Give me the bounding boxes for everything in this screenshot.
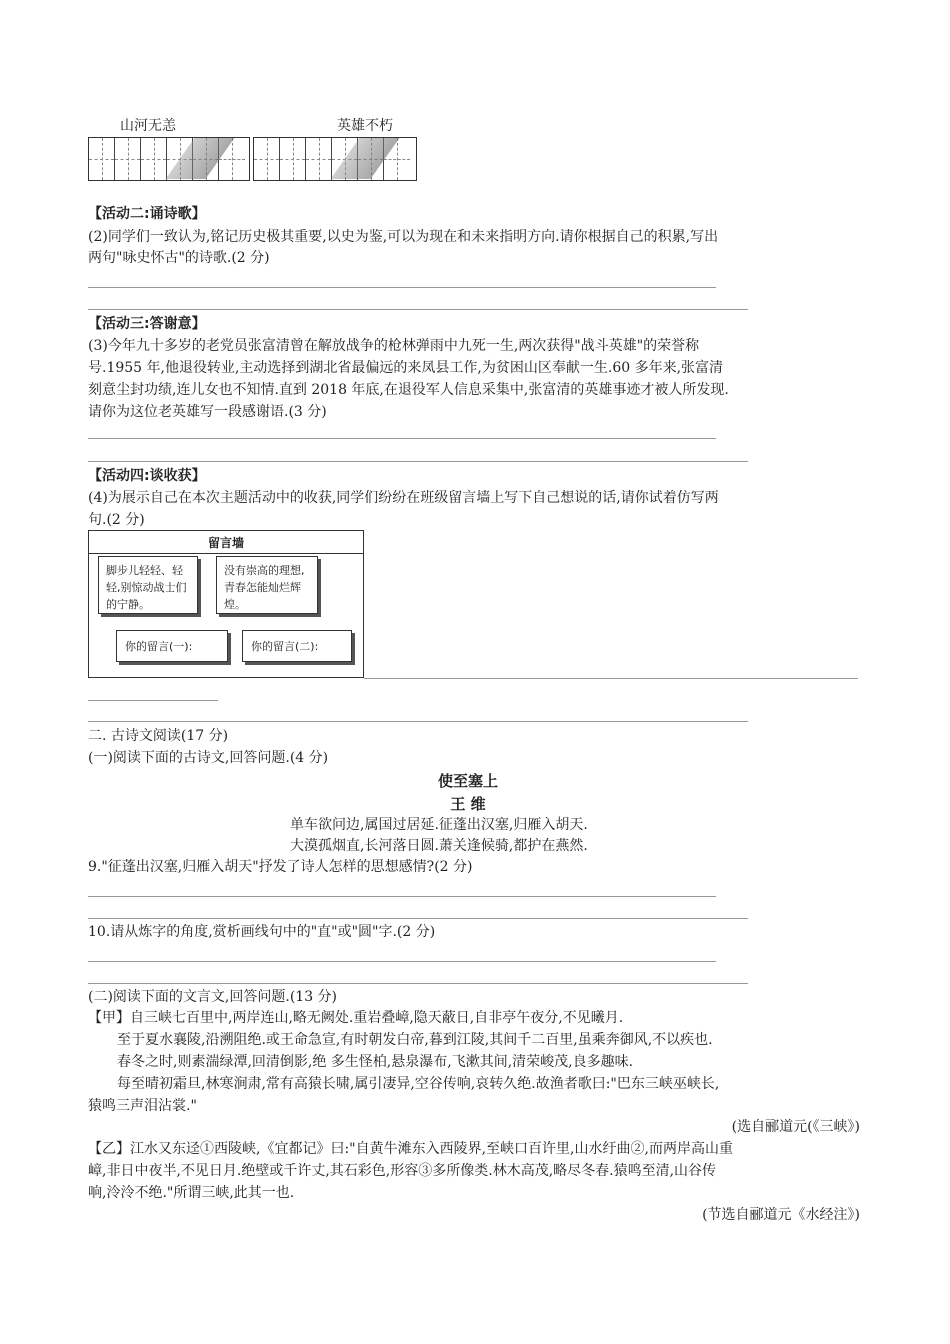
your-message-2[interactable]: 你的留言(二):	[242, 630, 352, 662]
activity2-title: 【活动二:诵诗歌】	[88, 206, 206, 222]
calligraphy-label-1: 山河无恙	[120, 118, 176, 134]
passage-yi-line1: 【乙】江水又东迳①西陵峡,《宜都记》曰:"自黄牛滩东入西陵界,至峡口百许里,山水纡曲②,而两岸高山重	[88, 1141, 733, 1157]
calligraphy-label-2: 英雄不朽	[337, 118, 393, 134]
answer-line[interactable]	[88, 700, 218, 701]
poem-line-2: 大漠孤烟直,长河落日圆.萧关逢候骑,都护在燕然.	[290, 838, 588, 854]
passage-jia-source: (选自郦道元(《三峡》)	[731, 1119, 860, 1135]
passage-jia-p3: 春冬之时,则素湍绿潭,回清倒影,绝 多生怪柏,悬泉瀑布,飞漱其间,清荣峻茂,良多趣味.	[117, 1054, 634, 1070]
passage-yi-line3: 响,泠泠不绝."所谓三峡,此其一也.	[88, 1185, 295, 1201]
question-9: 9."征蓬出汉塞,归雁入胡天"抒发了诗人怎样的思想感情?(2 分)	[88, 859, 473, 875]
activity2-question-line1: (2)同学们一致认为,铭记历史极其重要,以史为鉴,可以为现在和未来指明方向.请你根据自己的积累,写出	[88, 229, 719, 245]
passage-yi-line2: 嶂,非日中夜半,不见日月.绝壁或千许丈,其石彩色,形容③多所像类.林木高茂,略尽冬春.猿鸣至清,山谷传	[88, 1163, 717, 1179]
answer-line[interactable]	[88, 961, 716, 962]
message-note-2: 没有崇高的理想,青春怎能灿烂辉煌。	[216, 556, 318, 614]
activity3-question-line3: 刻意尘封功绩,连儿女也不知情.直到 2018 年底,在退役军人信息采集中,张富清的英雄事迹才被人所发现.	[88, 382, 729, 398]
activity4-question-line2: 句.(2 分)	[88, 512, 145, 528]
answer-line[interactable]	[88, 438, 716, 439]
activity3-question-line1: (3)今年九十多岁的老党员张富清曾在解放战争的枪林弹雨中九死一生,两次获得"战斗英雄"的荣誉称	[88, 338, 700, 354]
section2-heading: 二. 古诗文阅读(17 分)	[88, 728, 229, 744]
passage-jia-p1: 【甲】自三峡七百里中,两岸连山,略无阙处.重岩叠嶂,隐天蔽日,自非亭午夜分,不见曦月.	[88, 1010, 624, 1026]
answer-line[interactable]	[88, 896, 716, 897]
poem-title: 使至塞上	[437, 772, 498, 790]
your-message-1[interactable]: 你的留言(一):	[116, 630, 228, 662]
message-wall-title: 留言墙	[207, 536, 244, 550]
passage-yi-source: (节选自郦道元《水经注》)	[702, 1207, 860, 1223]
message-note-1: 脚步儿轻轻、轻轻,别惊动战士们的宁静。	[98, 556, 198, 614]
question-10: 10.请从炼字的角度,赏析画线句中的"直"或"圆"字.(2 分)	[88, 924, 436, 940]
activity4-question-line1: (4)为展示自己在本次主题活动中的收获,同学们纷纷在班级留言墙上写下自己想说的话,请你试着仿写两	[88, 490, 719, 506]
answer-line[interactable]	[88, 461, 748, 462]
passage-jia-p4b: 猿鸣三声泪沾裳."	[88, 1098, 197, 1114]
passage-jia-p4a: 每至晴初霜旦,林寒涧肃,常有高猿长啸,属引凄异,空谷传响,哀转久绝.故渔者歌曰:"巴东三峡巫峡长,	[117, 1076, 720, 1092]
section2-part1: (一)阅读下面的古诗文,回答问题.(4 分)	[88, 750, 329, 766]
poem-line-1: 单车欲问边,属国过居延.征蓬出汉塞,归雁入胡天.	[290, 817, 588, 833]
answer-line[interactable]	[88, 721, 748, 722]
passage-jia-p2: 至于夏水襄陵,沿溯阻绝.或王命急宣,有时朝发白帝,暮到江陵,其间千二百里,虽乘奔御风,不以疾也.	[117, 1032, 713, 1048]
answer-line[interactable]	[364, 678, 858, 679]
activity2-question-line2: 两句"咏史怀古"的诗歌.(2 分)	[88, 250, 270, 266]
answer-line[interactable]	[88, 309, 748, 310]
answer-line[interactable]	[88, 287, 716, 288]
section2-part2: (二)阅读下面的文言文,回答问题.(13 分)	[88, 989, 338, 1005]
answer-line[interactable]	[88, 918, 748, 919]
poem-author: 王 维	[450, 795, 486, 813]
activity4-title: 【活动四:谈收获】	[88, 468, 206, 484]
activity3-question-line4: 请你为这位老英雄写一段感谢语.(3 分)	[88, 404, 327, 420]
activity3-title: 【活动三:答谢意】	[88, 316, 206, 332]
activity3-question-line2: 号.1955 年,他退役转业,主动选择到湖北省最偏远的来凤县工作,为贫困山区奉献一生.60 多年来,张富清	[88, 360, 724, 376]
answer-line[interactable]	[88, 983, 748, 984]
